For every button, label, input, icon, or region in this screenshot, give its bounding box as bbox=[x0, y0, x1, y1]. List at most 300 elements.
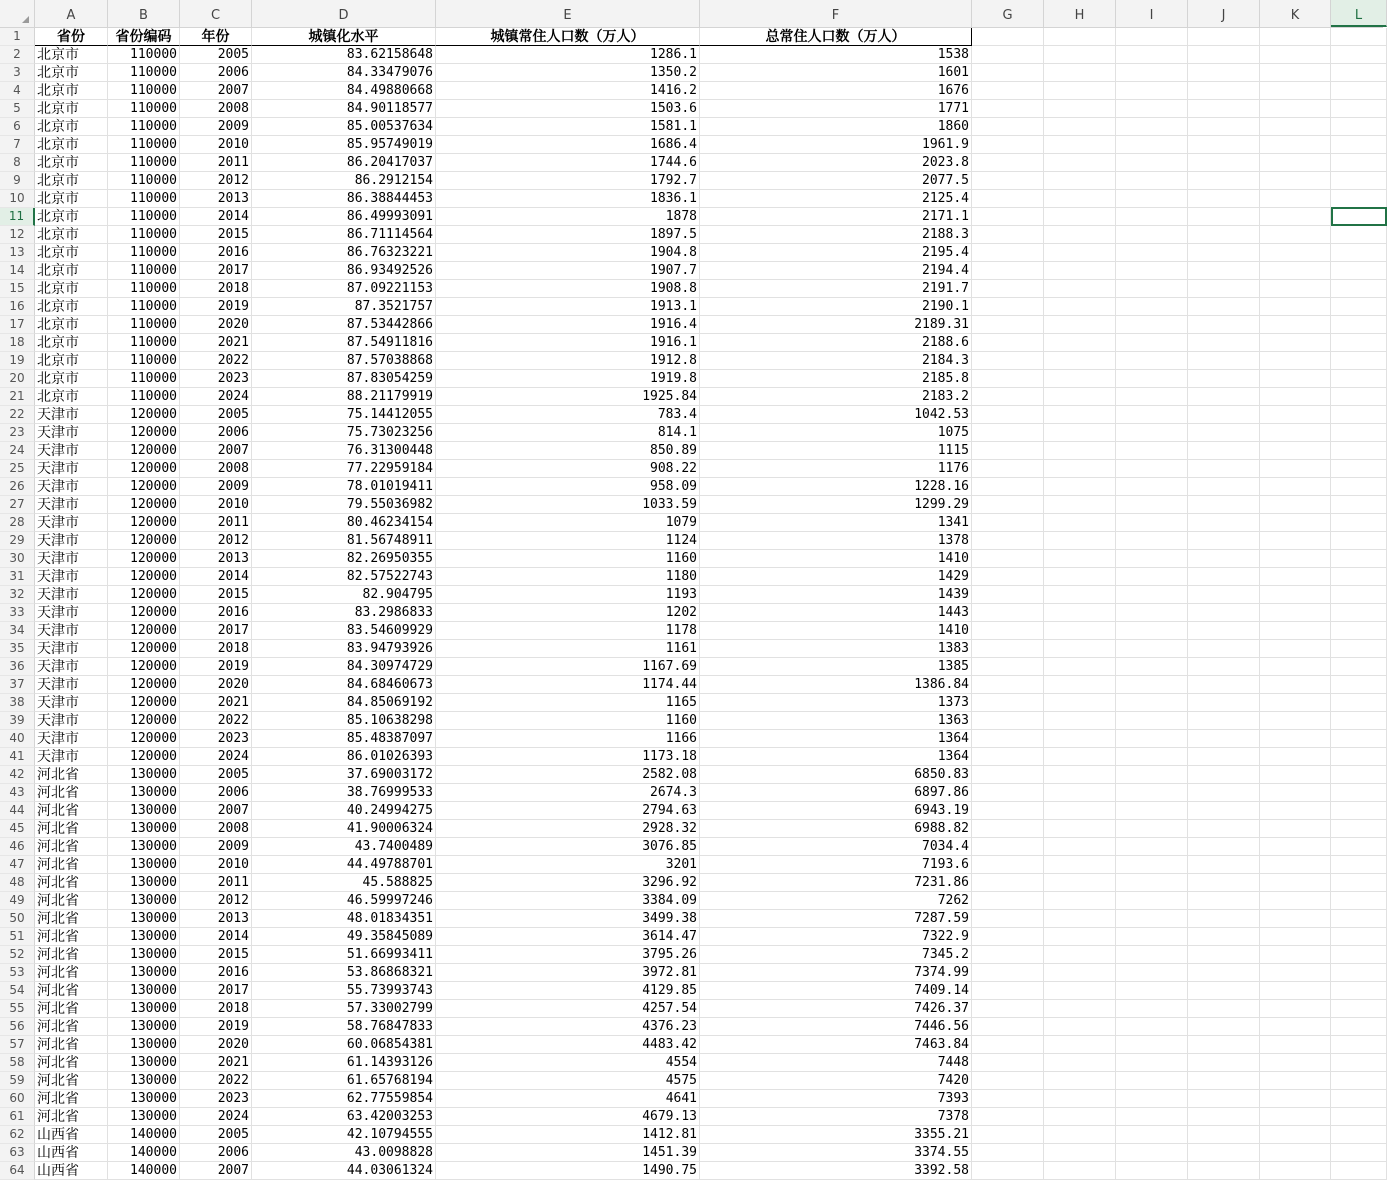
cell-d[interactable]: 85.48387097 bbox=[252, 730, 436, 748]
empty-cell[interactable] bbox=[1044, 406, 1116, 424]
cell-c[interactable]: 2014 bbox=[180, 208, 252, 226]
cell-f[interactable]: 2125.4 bbox=[700, 190, 972, 208]
empty-cell[interactable] bbox=[1331, 1144, 1387, 1162]
empty-cell[interactable] bbox=[1044, 838, 1116, 856]
header-cell[interactable]: 总常住人口数（万人） bbox=[700, 28, 972, 46]
cell-b[interactable]: 110000 bbox=[108, 190, 180, 208]
empty-cell[interactable] bbox=[1331, 1126, 1387, 1144]
empty-cell[interactable] bbox=[1331, 964, 1387, 982]
empty-cell[interactable] bbox=[1260, 982, 1331, 1000]
row-header[interactable]: 43 bbox=[0, 784, 35, 802]
empty-cell[interactable] bbox=[1116, 784, 1188, 802]
empty-cell[interactable] bbox=[1331, 712, 1387, 730]
cell-e[interactable]: 1165 bbox=[436, 694, 700, 712]
cell-d[interactable]: 83.2986833 bbox=[252, 604, 436, 622]
empty-cell[interactable] bbox=[1331, 730, 1387, 748]
cell-c[interactable]: 2024 bbox=[180, 388, 252, 406]
cell-c[interactable]: 2023 bbox=[180, 1090, 252, 1108]
cell-b[interactable]: 140000 bbox=[108, 1162, 180, 1180]
cell-d[interactable]: 43.0098828 bbox=[252, 1144, 436, 1162]
cell-c[interactable]: 2021 bbox=[180, 1054, 252, 1072]
row-header[interactable]: 5 bbox=[0, 100, 35, 118]
empty-cell[interactable] bbox=[972, 370, 1044, 388]
cell-c[interactable]: 2007 bbox=[180, 82, 252, 100]
row-header[interactable]: 46 bbox=[0, 838, 35, 856]
empty-cell[interactable] bbox=[1116, 604, 1188, 622]
empty-cell[interactable] bbox=[972, 766, 1044, 784]
empty-cell[interactable] bbox=[1116, 442, 1188, 460]
cell-c[interactable]: 2014 bbox=[180, 928, 252, 946]
empty-cell[interactable] bbox=[1116, 640, 1188, 658]
empty-cell[interactable] bbox=[1188, 820, 1260, 838]
cell-a[interactable]: 北京市 bbox=[35, 352, 108, 370]
empty-cell[interactable] bbox=[1188, 874, 1260, 892]
row-header[interactable]: 50 bbox=[0, 910, 35, 928]
cell-f[interactable]: 7262 bbox=[700, 892, 972, 910]
empty-cell[interactable] bbox=[1188, 1054, 1260, 1072]
cell-e[interactable]: 1167.69 bbox=[436, 658, 700, 676]
empty-cell[interactable] bbox=[1188, 298, 1260, 316]
empty-cell[interactable] bbox=[1331, 1018, 1387, 1036]
row-header[interactable]: 17 bbox=[0, 316, 35, 334]
cell-e[interactable]: 2582.08 bbox=[436, 766, 700, 784]
cell-e[interactable]: 1033.59 bbox=[436, 496, 700, 514]
empty-cell[interactable] bbox=[1116, 154, 1188, 172]
cell-a[interactable]: 河北省 bbox=[35, 874, 108, 892]
empty-cell[interactable] bbox=[1044, 208, 1116, 226]
row-header[interactable]: 47 bbox=[0, 856, 35, 874]
empty-cell[interactable] bbox=[1116, 28, 1188, 46]
empty-cell[interactable] bbox=[1331, 820, 1387, 838]
empty-cell[interactable] bbox=[1188, 1090, 1260, 1108]
empty-cell[interactable] bbox=[1188, 730, 1260, 748]
empty-cell[interactable] bbox=[1331, 982, 1387, 1000]
cell-f[interactable]: 1373 bbox=[700, 694, 972, 712]
cell-b[interactable]: 110000 bbox=[108, 46, 180, 64]
column-header-k[interactable]: K bbox=[1260, 0, 1331, 27]
cell-a[interactable]: 天津市 bbox=[35, 730, 108, 748]
cell-f[interactable]: 3374.55 bbox=[700, 1144, 972, 1162]
cell-a[interactable]: 北京市 bbox=[35, 82, 108, 100]
cell-d[interactable]: 61.65768194 bbox=[252, 1072, 436, 1090]
cell-a[interactable]: 北京市 bbox=[35, 244, 108, 262]
cell-f[interactable]: 1676 bbox=[700, 82, 972, 100]
empty-cell[interactable] bbox=[972, 46, 1044, 64]
empty-cell[interactable] bbox=[1188, 388, 1260, 406]
empty-cell[interactable] bbox=[1260, 478, 1331, 496]
empty-cell[interactable] bbox=[972, 388, 1044, 406]
empty-cell[interactable] bbox=[1260, 64, 1331, 82]
cell-b[interactable]: 120000 bbox=[108, 712, 180, 730]
cell-b[interactable]: 130000 bbox=[108, 874, 180, 892]
empty-cell[interactable] bbox=[1044, 334, 1116, 352]
empty-cell[interactable] bbox=[1260, 568, 1331, 586]
cell-c[interactable]: 2019 bbox=[180, 1018, 252, 1036]
cell-c[interactable]: 2012 bbox=[180, 532, 252, 550]
cell-b[interactable]: 120000 bbox=[108, 622, 180, 640]
empty-cell[interactable] bbox=[1116, 1126, 1188, 1144]
empty-cell[interactable] bbox=[1044, 892, 1116, 910]
empty-cell[interactable] bbox=[972, 694, 1044, 712]
empty-cell[interactable] bbox=[972, 262, 1044, 280]
empty-cell[interactable] bbox=[1044, 478, 1116, 496]
empty-cell[interactable] bbox=[1116, 1090, 1188, 1108]
empty-cell[interactable] bbox=[1331, 190, 1387, 208]
cell-e[interactable]: 3795.26 bbox=[436, 946, 700, 964]
empty-cell[interactable] bbox=[1260, 280, 1331, 298]
cell-a[interactable]: 天津市 bbox=[35, 658, 108, 676]
cell-d[interactable]: 87.09221153 bbox=[252, 280, 436, 298]
cell-e[interactable]: 3614.47 bbox=[436, 928, 700, 946]
row-header[interactable]: 6 bbox=[0, 118, 35, 136]
empty-cell[interactable] bbox=[1116, 820, 1188, 838]
empty-cell[interactable] bbox=[1188, 496, 1260, 514]
active-cell-selection[interactable] bbox=[1331, 207, 1387, 226]
cell-a[interactable]: 北京市 bbox=[35, 388, 108, 406]
row-header[interactable]: 7 bbox=[0, 136, 35, 154]
cell-e[interactable]: 1178 bbox=[436, 622, 700, 640]
empty-cell[interactable] bbox=[1260, 694, 1331, 712]
cell-c[interactable]: 2022 bbox=[180, 712, 252, 730]
cell-b[interactable]: 110000 bbox=[108, 208, 180, 226]
empty-cell[interactable] bbox=[1260, 946, 1331, 964]
cell-c[interactable]: 2015 bbox=[180, 946, 252, 964]
cell-b[interactable]: 130000 bbox=[108, 1018, 180, 1036]
cell-a[interactable]: 天津市 bbox=[35, 748, 108, 766]
empty-cell[interactable] bbox=[972, 352, 1044, 370]
cell-e[interactable]: 3384.09 bbox=[436, 892, 700, 910]
cell-b[interactable]: 120000 bbox=[108, 442, 180, 460]
empty-cell[interactable] bbox=[1116, 82, 1188, 100]
empty-cell[interactable] bbox=[1331, 910, 1387, 928]
cell-e[interactable]: 1503.6 bbox=[436, 100, 700, 118]
row-header[interactable]: 42 bbox=[0, 766, 35, 784]
empty-cell[interactable] bbox=[1188, 604, 1260, 622]
empty-cell[interactable] bbox=[1116, 1054, 1188, 1072]
empty-cell[interactable] bbox=[1331, 874, 1387, 892]
empty-cell[interactable] bbox=[1331, 568, 1387, 586]
empty-cell[interactable] bbox=[1260, 190, 1331, 208]
cell-c[interactable]: 2016 bbox=[180, 964, 252, 982]
cell-e[interactable]: 4554 bbox=[436, 1054, 700, 1072]
cell-c[interactable]: 2014 bbox=[180, 568, 252, 586]
row-header[interactable]: 14 bbox=[0, 262, 35, 280]
empty-cell[interactable] bbox=[1188, 406, 1260, 424]
cell-f[interactable]: 1228.16 bbox=[700, 478, 972, 496]
empty-cell[interactable] bbox=[1188, 766, 1260, 784]
column-header-d[interactable]: D bbox=[252, 0, 436, 27]
cell-c[interactable]: 2015 bbox=[180, 226, 252, 244]
empty-cell[interactable] bbox=[972, 784, 1044, 802]
cell-e[interactable]: 1490.75 bbox=[436, 1162, 700, 1180]
cell-b[interactable]: 110000 bbox=[108, 388, 180, 406]
row-header[interactable]: 45 bbox=[0, 820, 35, 838]
cell-a[interactable]: 天津市 bbox=[35, 568, 108, 586]
cell-d[interactable]: 58.76847833 bbox=[252, 1018, 436, 1036]
empty-cell[interactable] bbox=[1331, 532, 1387, 550]
empty-cell[interactable] bbox=[1260, 118, 1331, 136]
empty-cell[interactable] bbox=[1116, 1162, 1188, 1180]
empty-cell[interactable] bbox=[1044, 658, 1116, 676]
empty-cell[interactable] bbox=[1044, 640, 1116, 658]
cell-c[interactable]: 2015 bbox=[180, 586, 252, 604]
empty-cell[interactable] bbox=[1260, 136, 1331, 154]
empty-cell[interactable] bbox=[1188, 676, 1260, 694]
empty-cell[interactable] bbox=[1260, 676, 1331, 694]
empty-cell[interactable] bbox=[1260, 820, 1331, 838]
cell-a[interactable]: 河北省 bbox=[35, 892, 108, 910]
empty-cell[interactable] bbox=[1188, 928, 1260, 946]
empty-cell[interactable] bbox=[1188, 838, 1260, 856]
cell-e[interactable]: 3201 bbox=[436, 856, 700, 874]
cell-a[interactable]: 河北省 bbox=[35, 838, 108, 856]
cell-d[interactable]: 83.94793926 bbox=[252, 640, 436, 658]
empty-cell[interactable] bbox=[972, 910, 1044, 928]
cell-b[interactable]: 140000 bbox=[108, 1144, 180, 1162]
empty-cell[interactable] bbox=[1331, 100, 1387, 118]
cell-c[interactable]: 2021 bbox=[180, 694, 252, 712]
cell-a[interactable]: 北京市 bbox=[35, 118, 108, 136]
cell-e[interactable]: 1412.81 bbox=[436, 1126, 700, 1144]
empty-cell[interactable] bbox=[1260, 1162, 1331, 1180]
empty-cell[interactable] bbox=[1331, 766, 1387, 784]
empty-cell[interactable] bbox=[972, 658, 1044, 676]
cell-f[interactable]: 7345.2 bbox=[700, 946, 972, 964]
cell-c[interactable]: 2009 bbox=[180, 118, 252, 136]
cell-b[interactable]: 130000 bbox=[108, 802, 180, 820]
empty-cell[interactable] bbox=[1331, 1108, 1387, 1126]
empty-cell[interactable] bbox=[1331, 802, 1387, 820]
empty-cell[interactable] bbox=[1044, 910, 1116, 928]
cell-c[interactable]: 2009 bbox=[180, 478, 252, 496]
empty-cell[interactable] bbox=[1116, 838, 1188, 856]
empty-cell[interactable] bbox=[1044, 1054, 1116, 1072]
cell-b[interactable]: 110000 bbox=[108, 280, 180, 298]
cell-a[interactable]: 北京市 bbox=[35, 262, 108, 280]
cell-e[interactable]: 4376.23 bbox=[436, 1018, 700, 1036]
cell-f[interactable]: 6897.86 bbox=[700, 784, 972, 802]
cell-a[interactable]: 天津市 bbox=[35, 676, 108, 694]
row-header[interactable]: 48 bbox=[0, 874, 35, 892]
header-cell[interactable]: 城镇化水平 bbox=[252, 28, 436, 46]
cell-a[interactable]: 河北省 bbox=[35, 856, 108, 874]
cell-f[interactable]: 7231.86 bbox=[700, 874, 972, 892]
empty-cell[interactable] bbox=[1188, 118, 1260, 136]
cell-b[interactable]: 110000 bbox=[108, 136, 180, 154]
empty-cell[interactable] bbox=[1116, 172, 1188, 190]
cell-c[interactable]: 2010 bbox=[180, 496, 252, 514]
empty-cell[interactable] bbox=[1331, 496, 1387, 514]
cell-f[interactable]: 2184.3 bbox=[700, 352, 972, 370]
cell-e[interactable]: 1160 bbox=[436, 712, 700, 730]
empty-cell[interactable] bbox=[1260, 1036, 1331, 1054]
cell-c[interactable]: 2024 bbox=[180, 1108, 252, 1126]
empty-cell[interactable] bbox=[1188, 550, 1260, 568]
column-header-f[interactable]: F bbox=[700, 0, 972, 27]
empty-cell[interactable] bbox=[1044, 802, 1116, 820]
cell-e[interactable]: 1286.1 bbox=[436, 46, 700, 64]
empty-cell[interactable] bbox=[972, 1018, 1044, 1036]
empty-cell[interactable] bbox=[1188, 478, 1260, 496]
empty-cell[interactable] bbox=[1331, 640, 1387, 658]
empty-cell[interactable] bbox=[1260, 208, 1331, 226]
empty-cell[interactable] bbox=[1188, 82, 1260, 100]
cell-f[interactable]: 2194.4 bbox=[700, 262, 972, 280]
cell-c[interactable]: 2013 bbox=[180, 190, 252, 208]
cell-c[interactable]: 2006 bbox=[180, 784, 252, 802]
empty-cell[interactable] bbox=[1260, 370, 1331, 388]
empty-cell[interactable] bbox=[972, 298, 1044, 316]
cell-e[interactable]: 1897.5 bbox=[436, 226, 700, 244]
cell-c[interactable]: 2011 bbox=[180, 874, 252, 892]
empty-cell[interactable] bbox=[972, 1108, 1044, 1126]
empty-cell[interactable] bbox=[1260, 1000, 1331, 1018]
empty-cell[interactable] bbox=[1260, 46, 1331, 64]
cell-a[interactable]: 天津市 bbox=[35, 622, 108, 640]
cell-d[interactable]: 86.38844453 bbox=[252, 190, 436, 208]
empty-cell[interactable] bbox=[1331, 478, 1387, 496]
cell-f[interactable]: 1538 bbox=[700, 46, 972, 64]
cell-a[interactable]: 北京市 bbox=[35, 316, 108, 334]
cell-a[interactable]: 河北省 bbox=[35, 1018, 108, 1036]
cell-d[interactable]: 45.588825 bbox=[252, 874, 436, 892]
cell-f[interactable]: 1075 bbox=[700, 424, 972, 442]
empty-cell[interactable] bbox=[1331, 1036, 1387, 1054]
row-header[interactable]: 4 bbox=[0, 82, 35, 100]
cell-a[interactable]: 天津市 bbox=[35, 442, 108, 460]
cell-b[interactable]: 110000 bbox=[108, 118, 180, 136]
cell-a[interactable]: 北京市 bbox=[35, 46, 108, 64]
cell-f[interactable]: 2190.1 bbox=[700, 298, 972, 316]
row-header[interactable]: 36 bbox=[0, 658, 35, 676]
cell-e[interactable]: 783.4 bbox=[436, 406, 700, 424]
empty-cell[interactable] bbox=[1260, 100, 1331, 118]
cell-f[interactable]: 1439 bbox=[700, 586, 972, 604]
row-header[interactable]: 27 bbox=[0, 496, 35, 514]
empty-cell[interactable] bbox=[1260, 1018, 1331, 1036]
cell-b[interactable]: 130000 bbox=[108, 1072, 180, 1090]
cell-b[interactable]: 130000 bbox=[108, 964, 180, 982]
empty-cell[interactable] bbox=[972, 100, 1044, 118]
empty-cell[interactable] bbox=[972, 118, 1044, 136]
cell-d[interactable]: 87.54911816 bbox=[252, 334, 436, 352]
cell-e[interactable]: 1581.1 bbox=[436, 118, 700, 136]
empty-cell[interactable] bbox=[1116, 460, 1188, 478]
cell-d[interactable]: 63.42003253 bbox=[252, 1108, 436, 1126]
empty-cell[interactable] bbox=[1188, 622, 1260, 640]
cell-a[interactable]: 天津市 bbox=[35, 712, 108, 730]
cell-b[interactable]: 130000 bbox=[108, 910, 180, 928]
empty-cell[interactable] bbox=[1331, 1054, 1387, 1072]
cell-d[interactable]: 85.00537634 bbox=[252, 118, 436, 136]
cell-b[interactable]: 110000 bbox=[108, 64, 180, 82]
empty-cell[interactable] bbox=[1116, 280, 1188, 298]
empty-cell[interactable] bbox=[1331, 244, 1387, 262]
cell-d[interactable]: 44.49788701 bbox=[252, 856, 436, 874]
empty-cell[interactable] bbox=[1331, 316, 1387, 334]
cell-e[interactable]: 1160 bbox=[436, 550, 700, 568]
cell-d[interactable]: 51.66993411 bbox=[252, 946, 436, 964]
cell-e[interactable]: 1925.84 bbox=[436, 388, 700, 406]
cell-d[interactable]: 87.57038868 bbox=[252, 352, 436, 370]
empty-cell[interactable] bbox=[1044, 604, 1116, 622]
empty-cell[interactable] bbox=[1260, 1090, 1331, 1108]
empty-cell[interactable] bbox=[1188, 424, 1260, 442]
cell-d[interactable]: 85.10638298 bbox=[252, 712, 436, 730]
cell-f[interactable]: 1386.84 bbox=[700, 676, 972, 694]
cell-e[interactable]: 3076.85 bbox=[436, 838, 700, 856]
cell-c[interactable]: 2018 bbox=[180, 640, 252, 658]
empty-cell[interactable] bbox=[1260, 892, 1331, 910]
cell-f[interactable]: 2171.1 bbox=[700, 208, 972, 226]
empty-cell[interactable] bbox=[1116, 928, 1188, 946]
empty-cell[interactable] bbox=[1331, 406, 1387, 424]
cell-b[interactable]: 130000 bbox=[108, 946, 180, 964]
cell-e[interactable]: 958.09 bbox=[436, 478, 700, 496]
empty-cell[interactable] bbox=[1188, 712, 1260, 730]
empty-cell[interactable] bbox=[1260, 550, 1331, 568]
empty-cell[interactable] bbox=[1188, 658, 1260, 676]
cell-b[interactable]: 120000 bbox=[108, 424, 180, 442]
cell-e[interactable]: 3972.81 bbox=[436, 964, 700, 982]
cell-a[interactable]: 河北省 bbox=[35, 820, 108, 838]
row-header[interactable]: 44 bbox=[0, 802, 35, 820]
empty-cell[interactable] bbox=[1044, 514, 1116, 532]
cell-f[interactable]: 1961.9 bbox=[700, 136, 972, 154]
cell-d[interactable]: 86.2912154 bbox=[252, 172, 436, 190]
row-header[interactable]: 52 bbox=[0, 946, 35, 964]
empty-cell[interactable] bbox=[1044, 820, 1116, 838]
empty-cell[interactable] bbox=[1044, 136, 1116, 154]
empty-cell[interactable] bbox=[1260, 586, 1331, 604]
empty-cell[interactable] bbox=[1260, 766, 1331, 784]
row-header[interactable]: 26 bbox=[0, 478, 35, 496]
empty-cell[interactable] bbox=[1260, 964, 1331, 982]
empty-cell[interactable] bbox=[972, 1000, 1044, 1018]
cell-c[interactable]: 2016 bbox=[180, 244, 252, 262]
cell-b[interactable]: 120000 bbox=[108, 748, 180, 766]
empty-cell[interactable] bbox=[1116, 802, 1188, 820]
empty-cell[interactable] bbox=[1331, 46, 1387, 64]
cell-b[interactable]: 120000 bbox=[108, 550, 180, 568]
cell-f[interactable]: 6988.82 bbox=[700, 820, 972, 838]
empty-cell[interactable] bbox=[1260, 262, 1331, 280]
cell-f[interactable]: 7034.4 bbox=[700, 838, 972, 856]
row-header[interactable]: 9 bbox=[0, 172, 35, 190]
empty-cell[interactable] bbox=[972, 928, 1044, 946]
empty-cell[interactable] bbox=[972, 1126, 1044, 1144]
cell-c[interactable]: 2023 bbox=[180, 370, 252, 388]
cell-d[interactable]: 77.22959184 bbox=[252, 460, 436, 478]
cell-d[interactable]: 49.35845089 bbox=[252, 928, 436, 946]
cell-e[interactable]: 1174.44 bbox=[436, 676, 700, 694]
empty-cell[interactable] bbox=[1044, 694, 1116, 712]
empty-cell[interactable] bbox=[1044, 550, 1116, 568]
cell-d[interactable]: 80.46234154 bbox=[252, 514, 436, 532]
empty-cell[interactable] bbox=[1188, 460, 1260, 478]
cell-a[interactable]: 天津市 bbox=[35, 406, 108, 424]
empty-cell[interactable] bbox=[1044, 964, 1116, 982]
cell-f[interactable]: 2188.6 bbox=[700, 334, 972, 352]
empty-cell[interactable] bbox=[1331, 298, 1387, 316]
empty-cell[interactable] bbox=[1116, 46, 1188, 64]
cell-a[interactable]: 天津市 bbox=[35, 586, 108, 604]
cell-d[interactable]: 86.01026393 bbox=[252, 748, 436, 766]
empty-cell[interactable] bbox=[1044, 748, 1116, 766]
cell-d[interactable]: 87.3521757 bbox=[252, 298, 436, 316]
row-header[interactable]: 56 bbox=[0, 1018, 35, 1036]
empty-cell[interactable] bbox=[1188, 244, 1260, 262]
